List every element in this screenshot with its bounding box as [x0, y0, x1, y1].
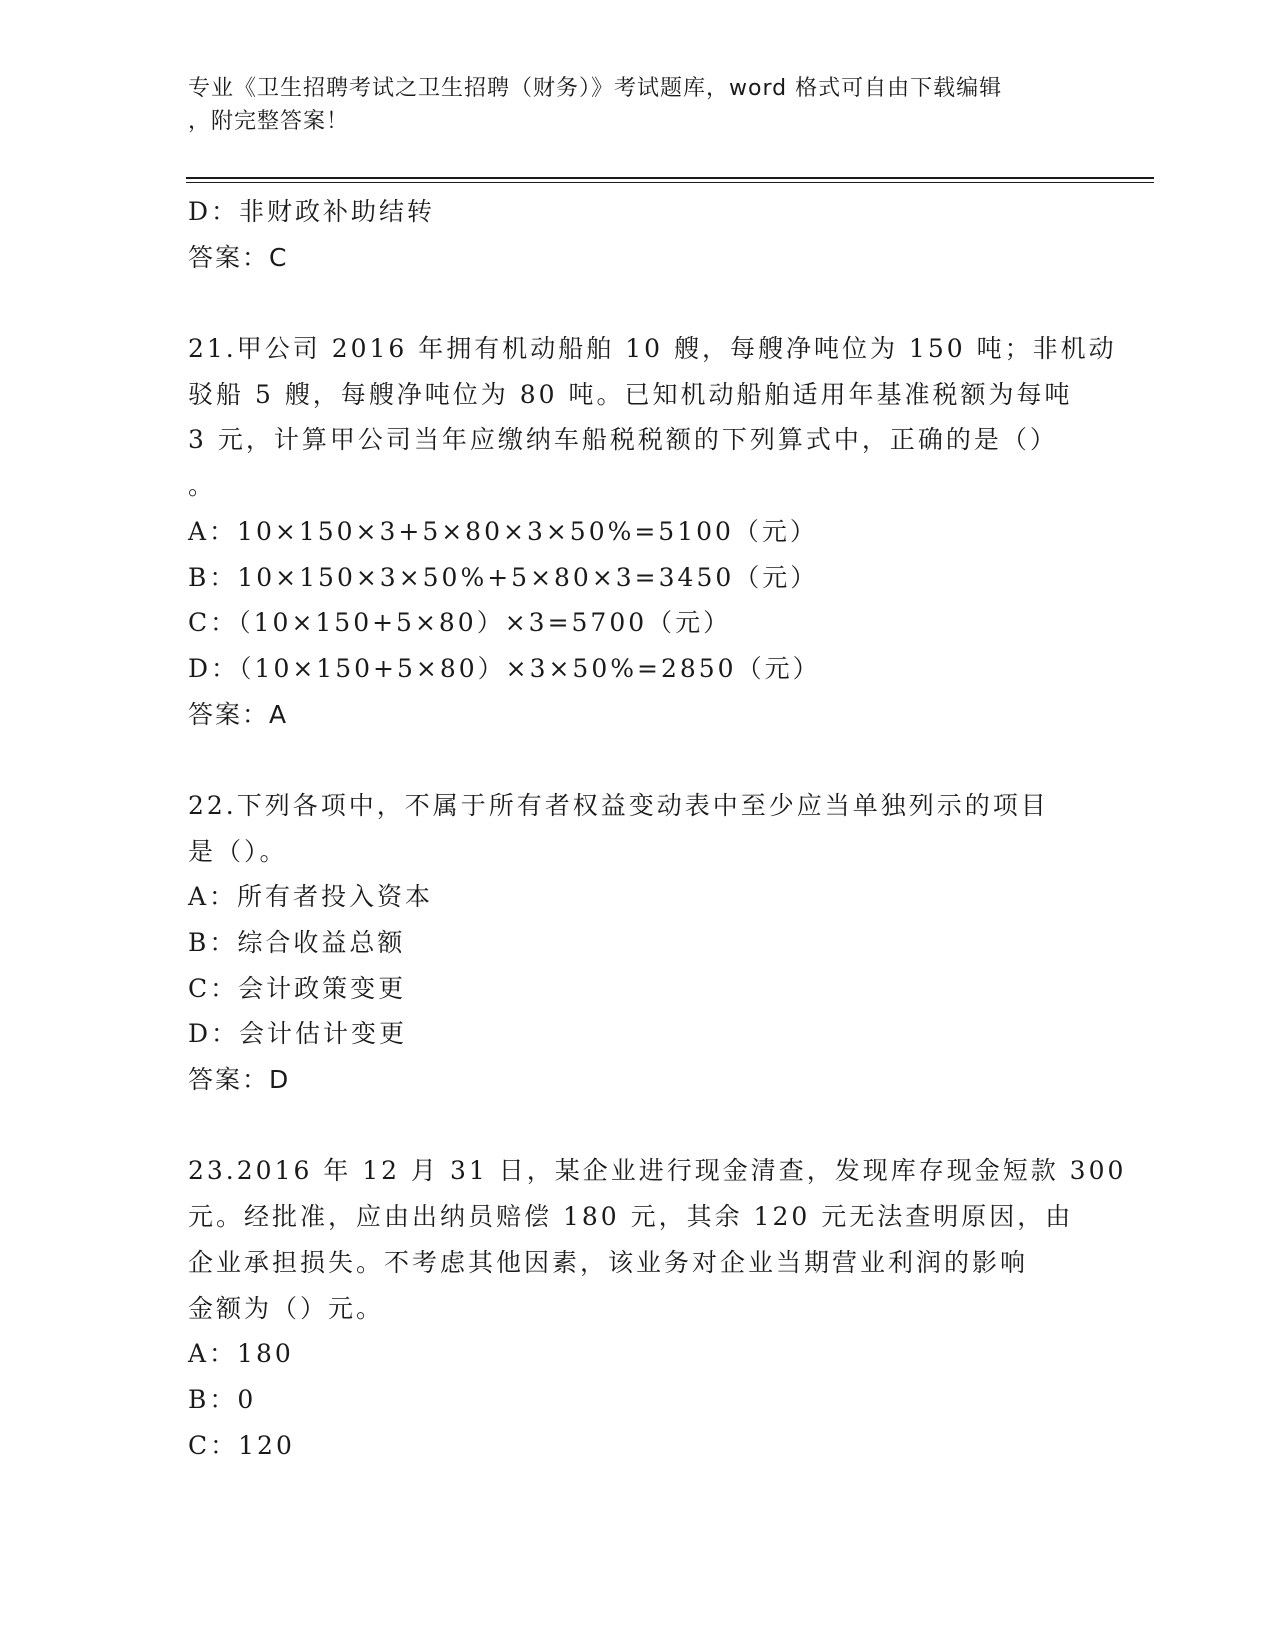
- header-rule-thin: [186, 182, 1154, 183]
- question-22-option-c: C：会计政策变更: [188, 973, 407, 1003]
- question-22-answer: 答案：D: [188, 1065, 291, 1095]
- spacer: [188, 737, 1088, 783]
- question-22: [188, 783, 1088, 1103]
- question-23-stem-line-3: 企业承担损失。不考虑其他因素，该业务对企业当期营业利润的影响: [188, 1247, 1029, 1277]
- spacer: [188, 280, 1088, 326]
- prev-answer: 答案：C: [188, 242, 289, 272]
- page-header: [188, 72, 1068, 138]
- question-23-stem-line-4: 金额为（）元。: [188, 1293, 385, 1323]
- question-22-stem-line-1: 22.下列各项中，不属于所有者权益变动表中至少应当单独列示的项目: [188, 790, 1049, 820]
- question-21-option-b: B：10×150×3×50%+5×80×3=3450（元）: [188, 562, 819, 592]
- question-content: [188, 189, 1127, 1468]
- header-rule-thick: [186, 177, 1154, 179]
- spacer: [188, 1103, 1088, 1149]
- question-23-option-b: B：0: [188, 1384, 257, 1414]
- question-21-stem-line-3: 3 元，计算甲公司当年应缴纳车船税税额的下列算式中，正确的是（）: [188, 425, 1058, 455]
- question-23-option-c: C：120: [188, 1430, 295, 1460]
- question-21: [188, 326, 1117, 737]
- question-22-stem-line-2: 是（）。: [188, 836, 288, 866]
- question-23-stem-line-1: 23.2016 年 12 月 31 日，某企业进行现金清查，发现库存现金短款 300: [188, 1156, 1127, 1186]
- question-23: [188, 1148, 1127, 1468]
- question-21-stem-line-4: 。: [188, 471, 217, 501]
- question-21-stem-line-2: 驳船 5 艘，每艘净吨位为 80 吨。已知机动船舶适用年基准税额为每吨: [188, 379, 1073, 409]
- question-21-option-c: C：（10×150+5×80）×3=5700（元）: [188, 608, 732, 638]
- prev-option-d: D：非财政补助结转: [188, 197, 436, 226]
- header-line-2: ，附完整答案！: [188, 109, 350, 134]
- header-line-1: 专业《卫生招聘考试之卫生招聘（财务）》考试题库，word 格式可自由下载编辑: [188, 76, 1003, 101]
- question-23-option-a: A：180: [188, 1339, 294, 1369]
- question-22-option-d: D：会计估计变更: [188, 1019, 408, 1049]
- question-22-option-a: A：所有者投入资本: [188, 882, 434, 912]
- question-21-stem-line-1: 21.甲公司 2016 年拥有机动船舶 10 艘，每艘净吨位为 150 吨；非机动: [188, 334, 1117, 364]
- question-21-option-a: A：10×150×3+5×80×3×50%=5100（元）: [188, 516, 818, 546]
- question-23-stem-line-2: 元。经批准，应由出纳员赔偿 180 元，其余 120 元无法查明原因，由: [188, 1202, 1074, 1232]
- question-22-option-b: B：综合收益总额: [188, 928, 406, 957]
- question-21-option-d: D：（10×150+5×80）×3×50%=2850（元）: [188, 653, 821, 683]
- question-21-answer: 答案：A: [188, 699, 289, 729]
